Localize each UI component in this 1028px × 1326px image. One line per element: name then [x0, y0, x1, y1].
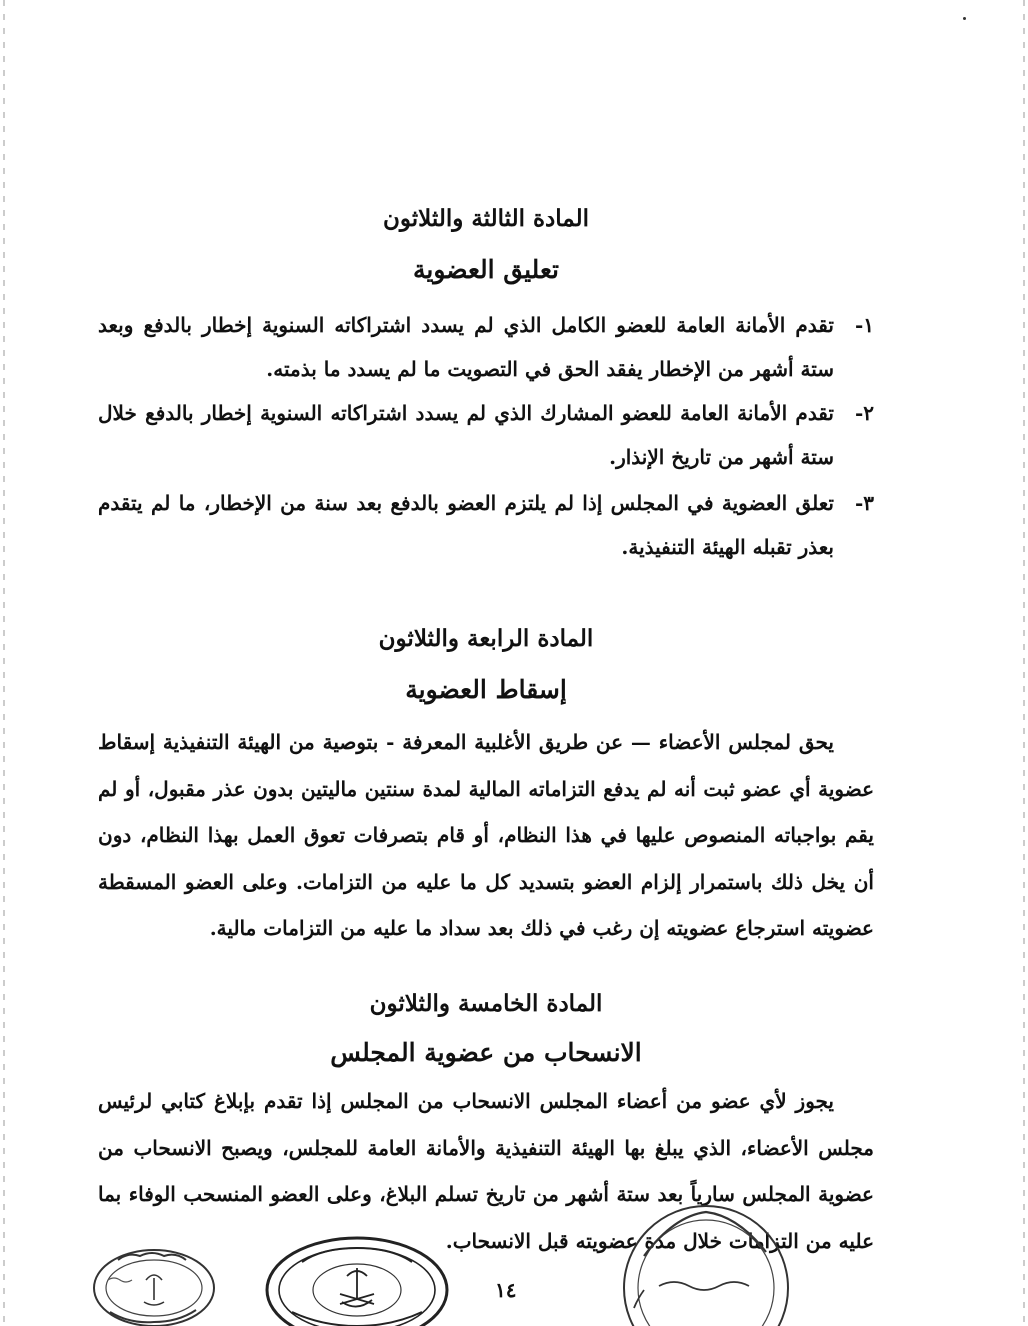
article-33-heading: المادة الثالثة والثلاثون	[383, 205, 589, 232]
article-34-subheading: إسقاط العضوية	[405, 675, 567, 704]
article-34-section	[98, 625, 874, 955]
center-seal-stamp	[262, 1232, 452, 1326]
scan-edge-right	[1023, 0, 1025, 1326]
article-33-item-1	[98, 303, 874, 391]
item-number: ١-	[854, 313, 874, 337]
item-text: تقدم الأمانة العامة للعضو الكامل الذي لم يسدد اشتراكاته السنوية إخطار بالدفع وبعد ستة أشهر من الإخطار يفقد الحق في التصويت ما لم يسدد ما بذمته.	[98, 313, 834, 381]
left-seal-stamp	[88, 1240, 218, 1326]
article-33-subheading: تعليق العضوية	[413, 255, 559, 284]
article-33-item-3	[98, 481, 874, 569]
item-text: تقدم الأمانة العامة للعضو المشارك الذي لم يسدد اشتراكاته السنوية إخطار بالدفع خلال ستة أشهر من تاريخ الإنذار.	[98, 401, 834, 469]
item-text: تعلق العضوية في المجلس إذا لم يلتزم العضو بالدفع بعد سنة من الإخطار، ما لم يتقدم بعذر تقبله الهيئة التنفيذية.	[98, 491, 834, 559]
page-number: ١٤	[495, 1278, 517, 1302]
item-number: ٢-	[854, 401, 874, 425]
scan-speck	[963, 17, 966, 20]
article-33-section	[98, 205, 874, 585]
right-seal-stamp	[614, 1196, 794, 1326]
item-number: ٣-	[854, 491, 874, 515]
article-35-paragraph: يجوز لأي عضو من أعضاء المجلس الانسحاب من المجلس إذا تقدم بإبلاغ كتابي لرئيس مجلس الأعضاء، الذي يبلغ بها الهيئة التنفيذية والأمانة العامة للمجلس، ويصبح الانسحاب من عضوية المجلس سارياً بعد ستة أشهر من تاريخ تسلم البلاغ، وعلى العضو المنسحب الوفاء بما عليه من التزامات خلال مدة عضويته قبل الانسحاب.	[98, 1089, 874, 1253]
article-34-paragraph: يحق لمجلس الأعضاء — عن طريق الأغلبية المعرفة - بتوصية من الهيئة التنفيذية إسقاط عضوية أي عضو ثبت أنه لم يدفع التزاماته المالية لمدة سنتين ماليتين بدون عذر مقبول، أو لم يقم بواجباته المنصوص عليها في هذا النظام، أو قام بتصرفات تعوق العمل بهذا النظام، دون أن يخل ذلك باستمرار إلزام العضو بتسديد كل ما عليه من التزامات. وعلى العضو المسقطة عضويته استرجاع عضويته إن رغب في ذلك بعد سداد ما عليه من التزامات مالية.	[98, 730, 874, 940]
scan-edge-left	[3, 0, 5, 1326]
article-35-subheading: الانسحاب من عضوية المجلس	[330, 1038, 642, 1067]
article-34-heading: المادة الرابعة والثلاثون	[378, 625, 594, 652]
article-35-heading: المادة الخامسة والثلاثون	[369, 990, 603, 1017]
article-33-item-2	[98, 391, 874, 479]
